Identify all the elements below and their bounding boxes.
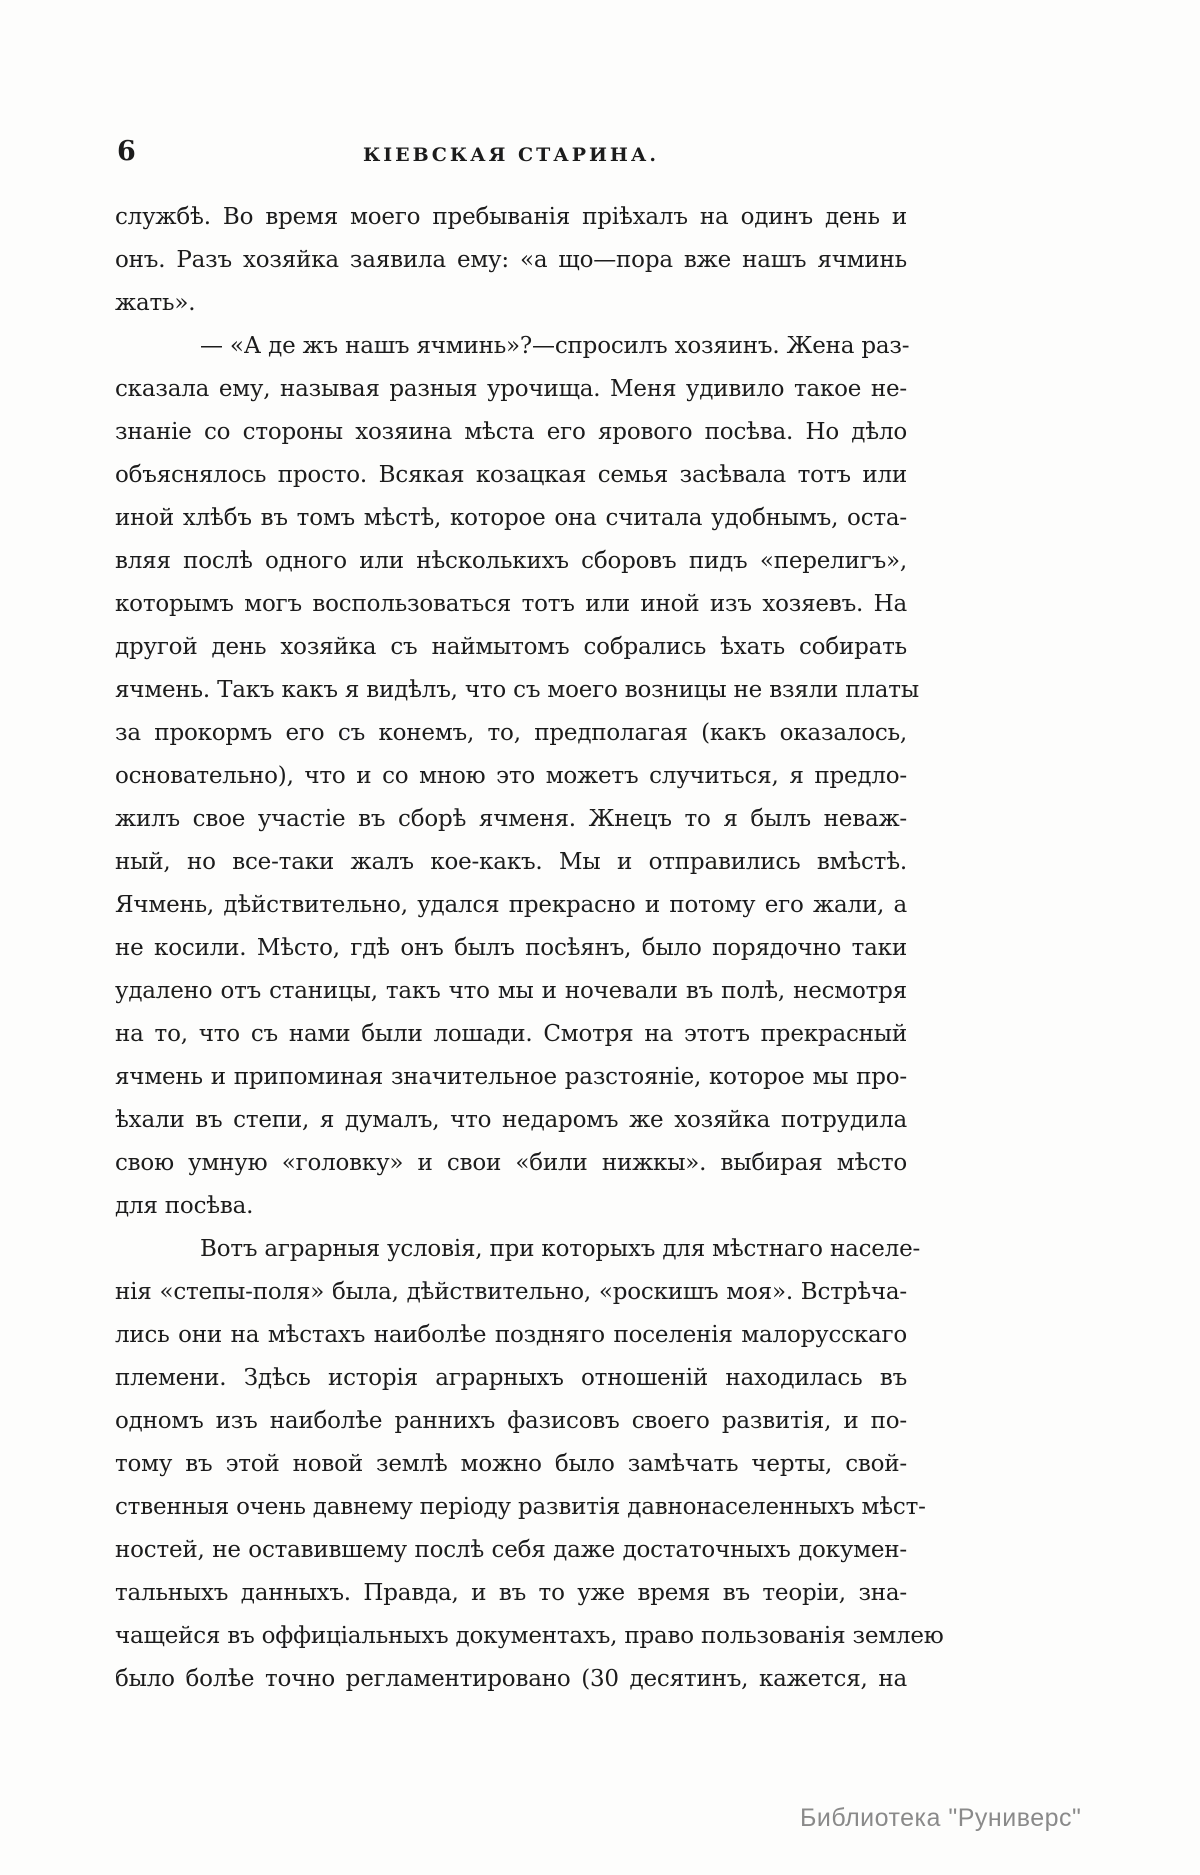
text-line: другой день хозяйка съ наймытомъ собрались ѣхать собирать [115, 634, 907, 660]
text-line: сказала ему, называя разныя урочища. Меня удивило такое не- [115, 376, 907, 402]
text-line: тальныхъ данныхъ. Правда, и въ то уже время въ теоріи, зна- [115, 1580, 907, 1606]
text-line: за прокормъ его съ конемъ, то, предполагая (какъ оказалось, [115, 720, 907, 746]
text-line: удалено отъ станицы, такъ что мы и ночевали въ полѣ, несмотря [115, 978, 907, 1004]
running-title: КІЕВСКАЯ СТАРИНА. [363, 144, 659, 166]
text-line: тому въ этой новой землѣ можно было замѣчать черты, свой- [115, 1451, 907, 1477]
text-line: иной хлѣбъ въ томъ мѣстѣ, которое она считала удобнымъ, оста- [115, 505, 907, 531]
text-line: племени. Здѣсь исторія аграрныхъ отношеній находилась въ [115, 1365, 907, 1391]
text-line: ѣхали въ степи, я думалъ, что недаромъ же хозяйка потрудила [115, 1107, 907, 1133]
text-line: ственныя очень давнему періоду развитія давнонаселенныхъ мѣст- [115, 1494, 926, 1520]
library-watermark: Библиотека "Руниверс" [800, 1804, 1082, 1832]
text-block [115, 196, 944, 1701]
text-line: которымъ могъ воспользоваться тотъ или иной изъ хозяевъ. На [115, 591, 907, 617]
text-line: онъ. Разъ хозяйка заявила ему: «а що—пора вже нашъ ячминь [115, 247, 907, 273]
text-line: вляя послѣ одного или нѣсколькихъ сборовъ пидъ «перелигъ», [115, 548, 907, 574]
text-line: ячмень и припоминая значительное разстояніе, которое мы про- [115, 1064, 907, 1090]
text-line: нія «степы-поля» была, дѣйствительно, «роскишъ моя». Встрѣча- [115, 1279, 907, 1305]
text-line: чащейся въ оффиціальныхъ документахъ, право пользованія землею [115, 1623, 944, 1649]
text-line: ячмень. Такъ какъ я видѣлъ, что съ моего возницы не взяли платы [115, 677, 919, 703]
text-line: службѣ. Во время моего пребыванія пріѣхалъ на одинъ день и [115, 204, 907, 230]
text-line: свою умную «головку» и свои «били нижкы». выбирая мѣсто [115, 1150, 907, 1176]
text-line: жилъ свое участіе въ сборѣ ячменя. Жнецъ то я былъ неваж- [115, 806, 907, 832]
text-line: ностей, не оставившему послѣ себя даже достаточныхъ докумен- [115, 1537, 907, 1563]
text-line: жать». [115, 290, 196, 316]
text-line: — «А де жъ нашъ ячминь»?—спросилъ хозяинъ. Жена раз- [200, 333, 910, 359]
text-line: для посѣва. [115, 1193, 254, 1219]
text-line: объяснялось просто. Всякая козацкая семья засѣвала тотъ или [115, 462, 907, 488]
text-line: Ячмень, дѣйствительно, удался прекрасно и потому его жали, а [115, 892, 907, 918]
text-line: Вотъ аграрныя условія, при которыхъ для мѣстнаго населе- [200, 1236, 921, 1262]
text-line: основательно), что и со мною это можетъ случиться, я предло- [115, 763, 907, 789]
text-line: не косили. Мѣсто, гдѣ онъ былъ посѣянъ, было порядочно таки [115, 935, 907, 961]
text-line: на то, что съ нами были лошади. Смотря на этотъ прекрасный [115, 1021, 907, 1047]
text-line: ный, но все-таки жалъ кое-какъ. Мы и отправились вмѣстѣ. [115, 849, 907, 875]
text-line: лись они на мѣстахъ наиболѣе поздняго поселенія малорусскаго [115, 1322, 907, 1348]
text-line: было болѣе точно регламентировано (30 десятинъ, кажется, на [115, 1666, 907, 1692]
text-line: знаніе со стороны хозяина мѣста его ярового посѣва. Но дѣло [115, 419, 907, 445]
page-number: 6 [117, 136, 136, 167]
text-line: одномъ изъ наиболѣе раннихъ фазисовъ своего развитія, и по- [115, 1408, 907, 1434]
